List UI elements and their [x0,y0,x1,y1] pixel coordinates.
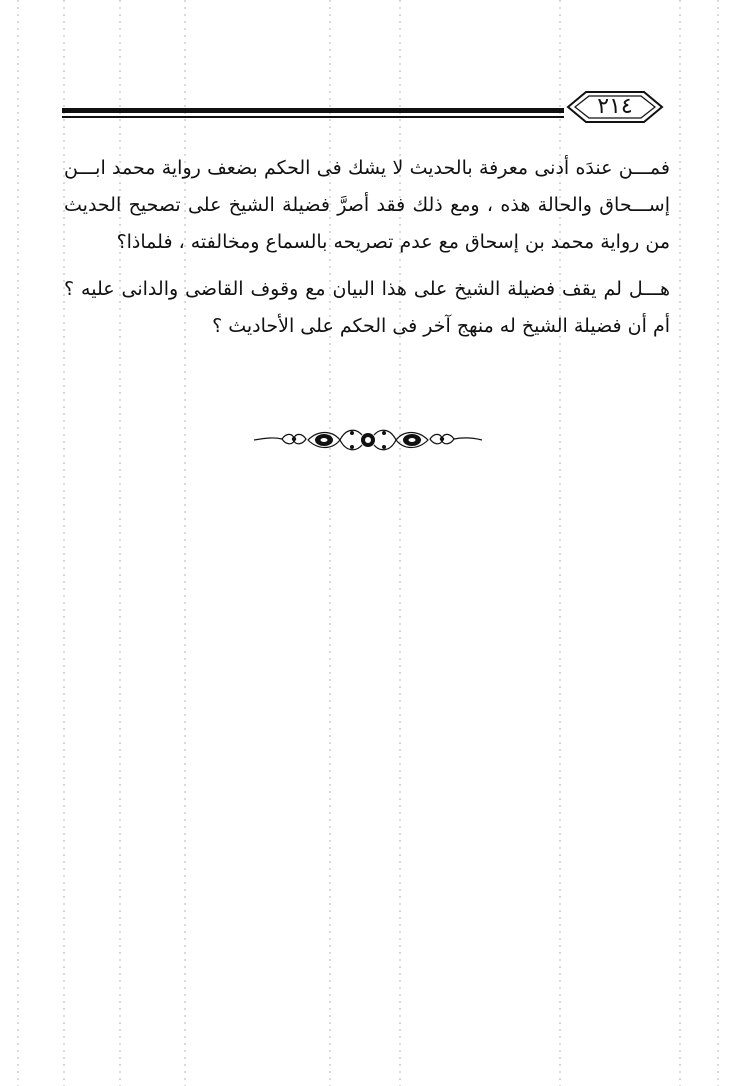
paragraph-2: هـــل لم يقف فضيلة الشيخ على هذا البيان مع وقوف القاضى والدانى عليه ؟ أم أن فضيلة الشيخ له منهج آخر فى الحكم على الأحاديث ؟ [64,278,670,337]
page-number: ٢١٤ [597,94,633,119]
header-rule-thick [62,108,564,113]
page-number-badge [566,89,664,125]
floral-divider-icon [252,425,484,455]
paragraph-1: فمـــن عندَه أدنى معرفة بالحديث لا يشك فى الحكم بضعف رواية محمد ابـــن إســـحاق والحالة هذه ، ومع ذلك فقد أصرَّ فضيلة الشيخ على تصحيح الحديث من رواية محمد بن إسحاق مع عدم تصريحه بالسماع ومخالفته ، فلماذا؟ [64,157,670,253]
header-rule-thin [62,116,564,118]
body-text [64,150,670,345]
page-header [62,88,668,128]
